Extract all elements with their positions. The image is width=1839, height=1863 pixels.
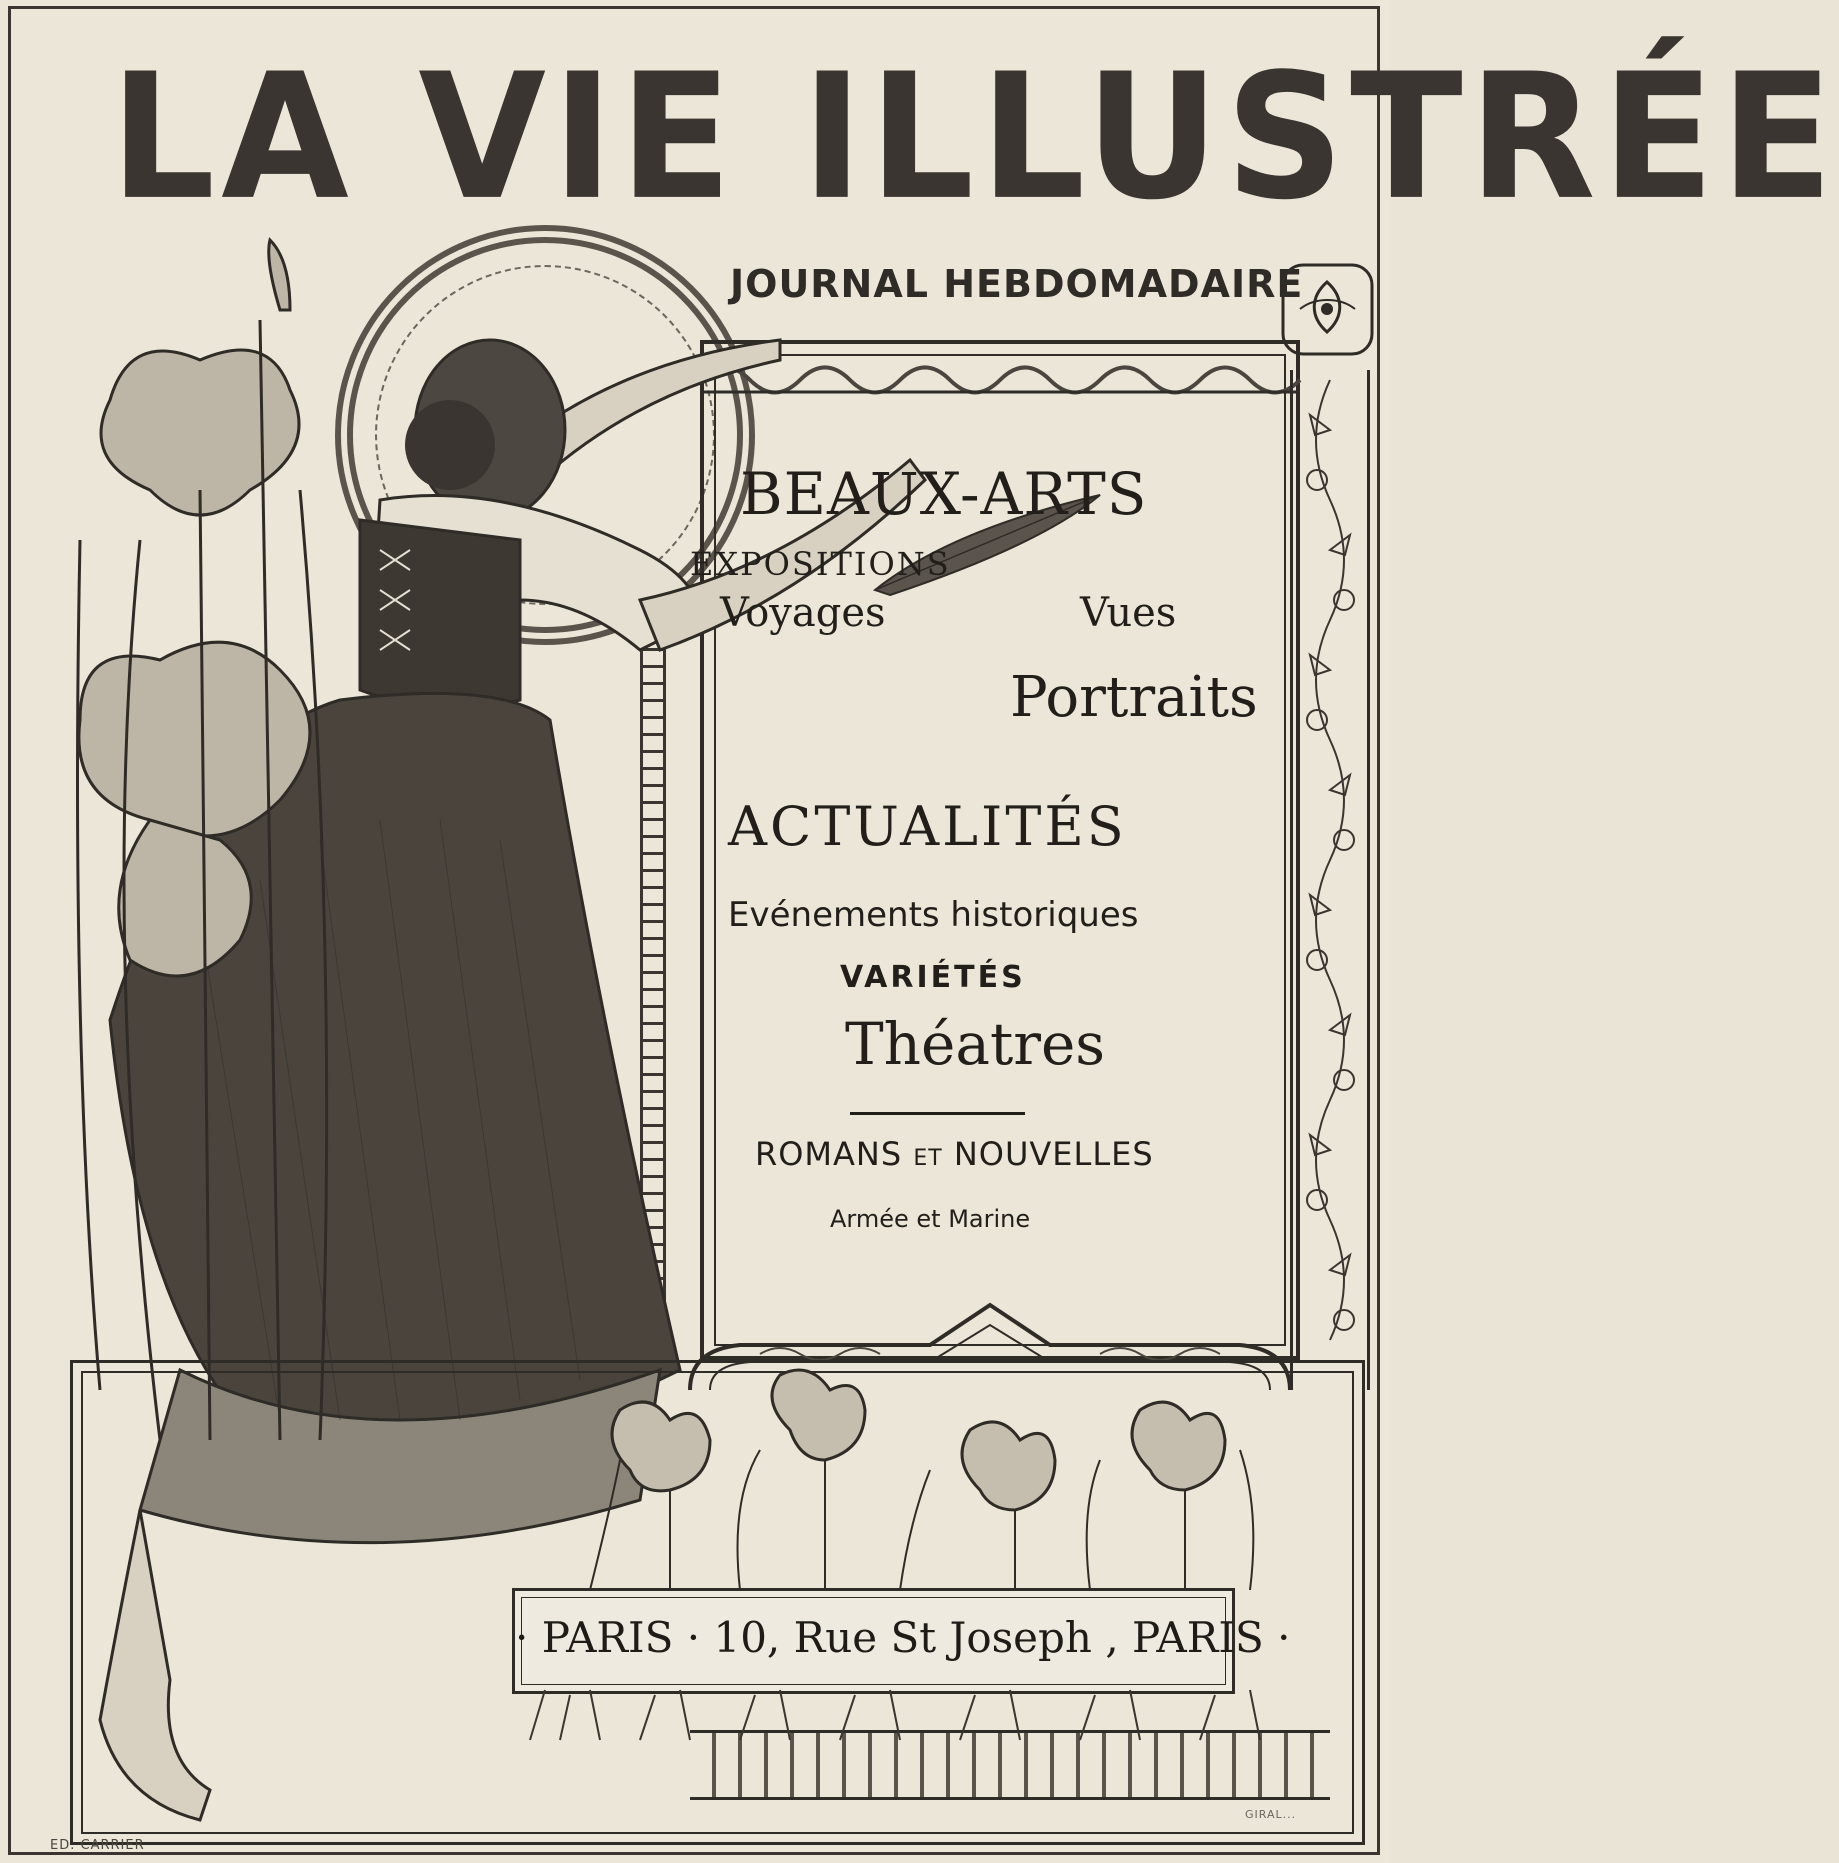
- menu-item-voyages: Voyages: [720, 590, 886, 636]
- menu-item-actualites: ACTUALITÉS: [728, 795, 1127, 858]
- panel-top-wave-band: [700, 350, 1300, 395]
- menu-list: [690, 440, 1260, 1250]
- menu-item-portraits: Portraits: [1010, 665, 1258, 730]
- menu-item-armee: Armée et Marine: [830, 1205, 1031, 1233]
- vine-leaves-decoration: [1292, 380, 1368, 1380]
- menu-item-theatres: Théatres: [845, 1010, 1106, 1078]
- menu-item-romans: ROMANS et NOUVELLES: [755, 1135, 1154, 1173]
- engraver-signature: GIRAL...: [1245, 1808, 1297, 1821]
- artist-signature: ED. CARRIER: [50, 1838, 145, 1853]
- masthead-title: LA VIE ILLUSTRÉE: [110, 36, 1839, 238]
- address-text: · PARIS · 10, Rue St Joseph , PARIS ·: [515, 1613, 1291, 1662]
- menu-item-evenements: Evénements historiques: [728, 895, 1139, 935]
- left-iris-flowers: [40, 240, 360, 1440]
- menu-item-varietes: VARIÉTÉS: [840, 960, 1026, 995]
- menu-item-vues: Vues: [1080, 590, 1177, 636]
- masthead-subtitle: JOURNAL HEBDOMADAIRE: [730, 262, 1304, 306]
- bottom-grass: [520, 1690, 1300, 1740]
- theatres-underline: [850, 1112, 1025, 1115]
- bottom-iris-flowers: [560, 1360, 1280, 1590]
- menu-item-expositions: EXPOSITIONS: [690, 545, 951, 583]
- bottom-rail-ornament: [690, 1730, 1330, 1800]
- menu-item-beaux-arts: BEAUX-ARTS: [740, 460, 1148, 528]
- address-box: [512, 1588, 1291, 1694]
